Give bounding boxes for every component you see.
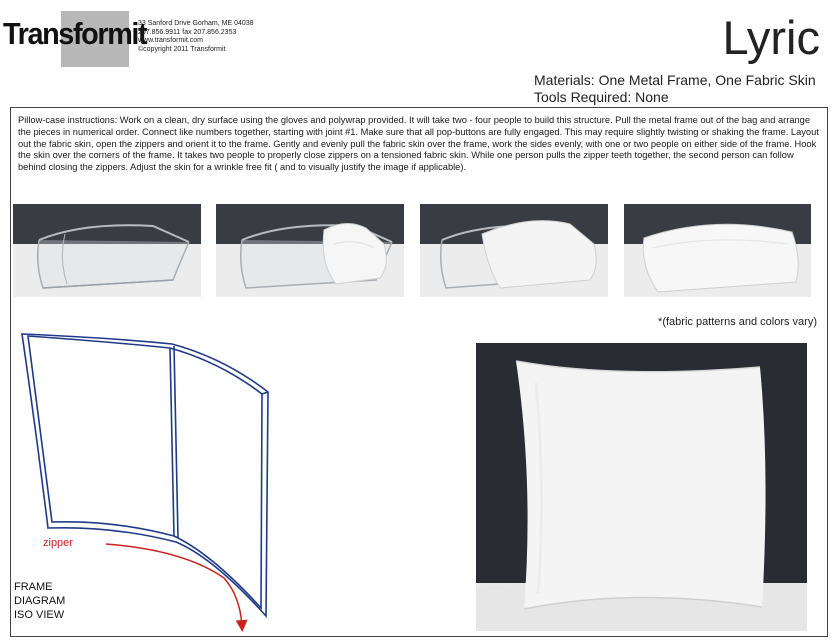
zipper-arrow	[106, 544, 242, 626]
caption-line-diagram: DIAGRAM	[14, 595, 66, 607]
step-photo-4	[624, 204, 811, 297]
brand-logo: Transformit	[3, 16, 147, 51]
contact-phone: 207.856.9911 fax 207.856.2353	[138, 28, 237, 36]
tools-line: Tools Required: None	[534, 89, 669, 105]
product-photo	[476, 343, 807, 631]
contact-website: www.transformit.com	[138, 37, 203, 45]
zipper-label: zipper	[43, 537, 73, 549]
contact-address: 33 Sanford Drive Gorham, ME 04038	[138, 20, 254, 27]
instructions-text: Pillow-case instructions: Work on a clean, dry surface using the gloves and polywrap provided. It will take two - four people to build this structure. Pull the metal frame out of the bag and arrange the pieces in numerical order. Connect like numbers together, starting with joint #1. Make sure that all pop-buttons are fully engaged. This may require slightly twisting or shaking the frame. Layout out the fabric skin, open the zippers and orient it to the frame. Gently and evenly pull the fabric skin over the frame, work the sides evenly, with one or two people on either side of the frame. Hook the skin over the corners of the frame. It takes two people to properly close zippers on a tensioned fabric skin. While one person pulls the zipper teeth together, the second person can follow behind closing the zippers. Adjust the skin for a wrinkle free fit ( and to visually justify the image if applicable).	[18, 115, 819, 173]
contact-info	[138, 20, 254, 54]
materials-line: Materials: One Metal Frame, One Fabric Skin	[534, 72, 816, 88]
frame-outline	[22, 334, 268, 616]
step-photo-3	[420, 204, 608, 297]
step-photo-1	[13, 204, 201, 297]
footnote: *(fabric patterns and colors vary)	[658, 316, 817, 328]
caption-line-frame: FRAME	[14, 581, 53, 593]
product-title: Lyric	[722, 11, 820, 64]
step-photo-2	[216, 204, 404, 297]
diagram-caption	[14, 580, 65, 622]
materials-block	[534, 72, 816, 106]
contact-copyright: ©copyright 2011 Transformit	[138, 45, 226, 53]
caption-line-iso: ISO VIEW	[14, 609, 65, 621]
